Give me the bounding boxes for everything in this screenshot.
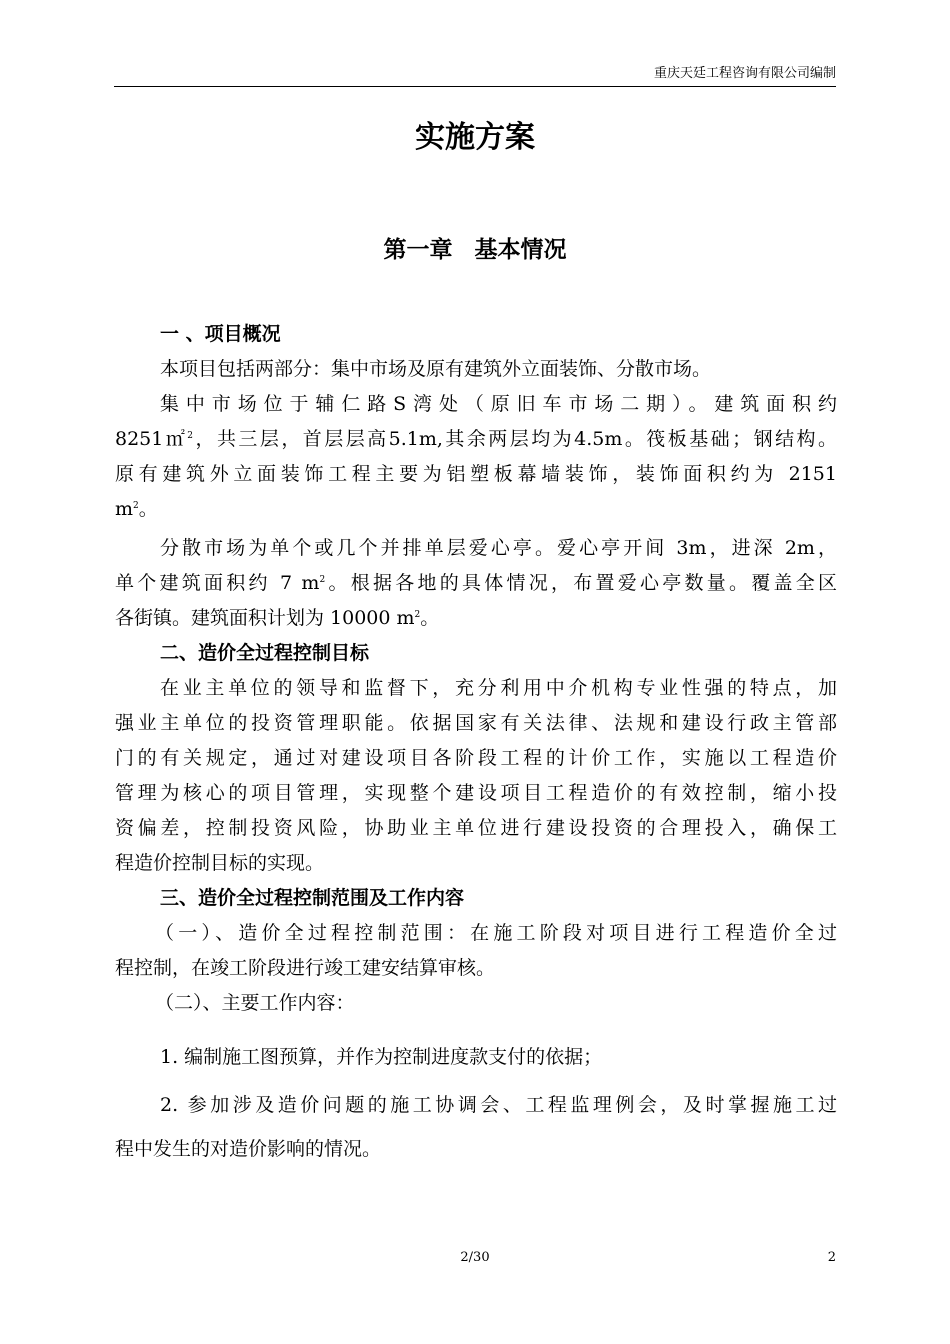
superscript: 2 <box>133 501 139 511</box>
paragraph-line: 管理为核心的项目管理，实现整个建设项目工程造价的有效控制，缩小投 <box>115 782 837 804</box>
chapter-label: 第一章 <box>383 237 453 263</box>
header-divider <box>114 86 836 87</box>
superscript: 2 <box>319 575 326 585</box>
superscript: 2 <box>187 431 194 441</box>
paragraph-line: 程造价控制目标的实现。 <box>115 852 325 874</box>
paragraph-line: 集中市场位于辅仁路S湾处（原旧车市场二期）。建筑面积约 <box>160 393 837 415</box>
text-run: 。根据各地的具体情况，布置爱心亭数量。覆盖全区 <box>325 572 837 594</box>
paragraph-line <box>115 601 837 636</box>
list-item: 2. 参加涉及造价问题的施工协调会、工程监理例会，及时掌握施工过 <box>160 1094 837 1116</box>
paragraph-line <box>115 566 837 601</box>
paragraph: 本项目包括两部分：集中市场及原有建筑外立面装饰、分散市场。 <box>160 358 712 380</box>
paragraph-line <box>115 422 837 457</box>
section-heading-goal: 二、造价全过程控制目标 <box>160 642 370 664</box>
list-item: 1. 编制施工图预算，并作为控制进度款支付的依据； <box>160 1046 603 1068</box>
text-run: 各街镇。建筑面积计划为 10000 m <box>115 607 415 629</box>
paragraph-line: 分散市场为单个或几个并排单层爱心亭。爱心亭开间 3m，进深 2m， <box>160 537 837 559</box>
list-item-continuation: 程中发生的对造价影响的情况。 <box>115 1138 382 1160</box>
chapter-heading <box>0 232 950 268</box>
paragraph-line: 资偏差，控制投资风险，协助业主单位进行建设投资的合理投入，确保工 <box>115 817 837 839</box>
subsection-heading: （二）、主要工作内容： <box>155 992 355 1014</box>
text-run: 单个建筑面积约 7 m <box>115 572 320 594</box>
page-number: 2 <box>827 1250 836 1265</box>
paragraph-line: 门的有关规定，通过对建设项目各阶段工程的计价工作，实施以工程造价 <box>115 747 837 769</box>
paragraph-line: （一）、造价全过程控制范围：在施工阶段对项目进行工程造价全过 <box>155 922 837 944</box>
paragraph-line: 程控制，在竣工阶段进行竣工建安结算审核。 <box>115 957 496 979</box>
section-heading-overview: 一 、项目概况 <box>160 323 281 345</box>
paragraph-line <box>115 492 837 527</box>
header-company: 重庆天廷工程咨询有限公司编制 <box>653 66 836 81</box>
text-run: m <box>115 498 134 520</box>
text-run: 8251㎡ <box>115 428 188 450</box>
text-run: 。 <box>420 607 440 629</box>
document-title: 实施方案 <box>415 120 535 155</box>
text-run: ，共三层，首层层高5.1m,其余两层均为4.5m。筏板基础；钢结构。 <box>193 428 837 450</box>
document-body <box>115 317 837 1169</box>
section-heading-scope: 三、造价全过程控制范围及工作内容 <box>160 887 465 909</box>
paragraph-line: 在业主单位的领导和监督下，充分利用中介机构专业性强的特点，加 <box>160 677 837 699</box>
superscript: 2 <box>414 610 421 620</box>
paragraph-line: 原有建筑外立面装饰工程主要为铝塑板幕墙装饰，装饰面积约为 2151 <box>115 463 837 485</box>
text-run: 。 <box>138 498 158 520</box>
paragraph-line: 强业主单位的投资管理职能。依据国家有关法律、法规和建设行政主管部 <box>115 712 837 734</box>
page-indicator: 2/30 <box>460 1250 490 1265</box>
chapter-title: 基本情况 <box>474 237 567 263</box>
